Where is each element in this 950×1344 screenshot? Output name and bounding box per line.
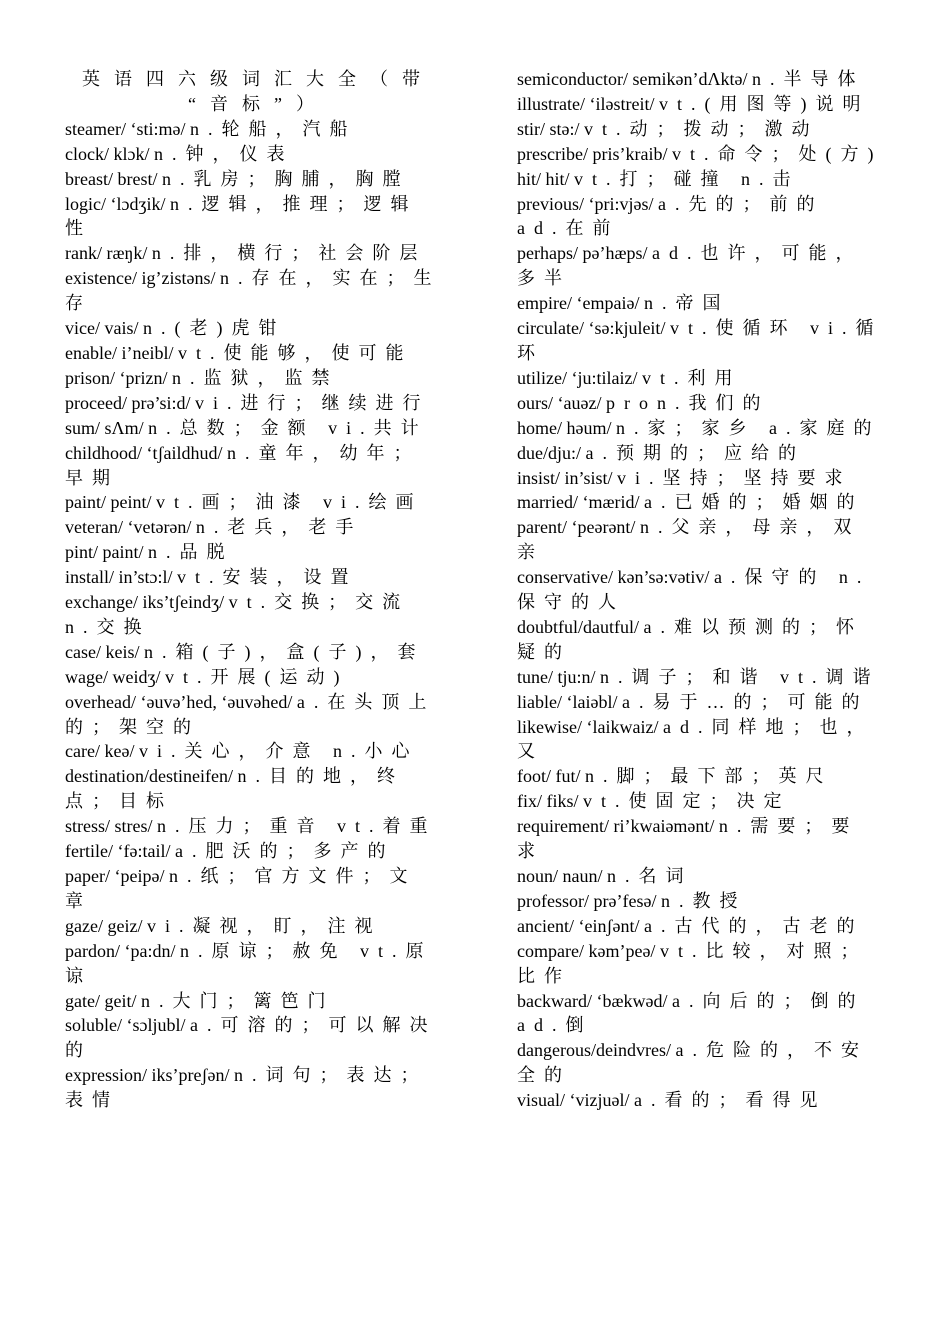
- definition: n.品脱: [148, 542, 234, 563]
- definition: n.大门；篱笆门: [140, 990, 335, 1011]
- definition: n.纸；官方文件；文章: [65, 866, 417, 911]
- definition: a.在头顶上的；架空的: [65, 691, 436, 737]
- vocab-entry: [517, 914, 885, 939]
- definition: pron.我们的: [605, 392, 770, 413]
- vocab-entry: [517, 615, 885, 665]
- definition: vt.(用图等)说明: [658, 93, 870, 114]
- definition: vi.进行；继续进行: [194, 392, 430, 413]
- vocab-entry: [65, 192, 443, 242]
- headword: prison/ ‘prizn/: [65, 367, 168, 388]
- definition: vt.画；油漆 vi.绘画: [155, 492, 423, 513]
- definition: a.向后的；倒的 ad.倒: [517, 990, 865, 1036]
- definition: a.保守的 n.保守的人: [517, 567, 871, 613]
- headword: paper/ ‘peipə/: [65, 866, 165, 886]
- headword: proceed/ prə’si:d/: [65, 392, 191, 413]
- headword: wage/ weidʒ/: [65, 666, 161, 687]
- headword: previous/ ‘pri:vjəs/: [517, 193, 654, 214]
- headword: tune/ tju:n/: [517, 666, 596, 687]
- headword: pint/ paint/: [65, 542, 144, 563]
- vocab-entry: [65, 515, 443, 540]
- headword: circulate/ ‘sə:kjuleit/: [517, 318, 666, 339]
- headword: utilize/ ‘ju:tilaiz/: [517, 367, 638, 388]
- vocab-entry: [517, 192, 885, 242]
- definition: vt.利用: [641, 367, 742, 388]
- definition: n.词句；表达；表情: [65, 1065, 428, 1111]
- left-entry-list: [65, 117, 443, 1113]
- vocab-entry: [517, 1038, 885, 1088]
- headword: logic/ ‘lɔdʒik/: [65, 193, 166, 214]
- headword: empire/ ‘empaiə/: [517, 293, 640, 314]
- vocab-entry: [517, 764, 885, 789]
- definition: vt.命令；处(方): [671, 143, 883, 164]
- headword: enable/ i’neibl/: [65, 342, 174, 363]
- definition: n.父亲，母亲，双亲: [517, 517, 861, 563]
- vocab-entry: [517, 441, 885, 466]
- left-column: [65, 67, 443, 1113]
- headword: stir/ stə:/: [517, 118, 580, 139]
- headword: expression/ iks’preʃən/: [65, 1065, 230, 1086]
- definition: n.教授: [660, 890, 747, 911]
- definition: n.监狱，监禁: [171, 367, 339, 388]
- vocab-entry: [517, 117, 885, 142]
- right-column: [517, 67, 885, 1113]
- headword: fix/ fiks/: [517, 791, 579, 812]
- definition: n.帝国: [643, 293, 730, 314]
- definition: ad.同样地；也，又: [517, 716, 874, 762]
- headword: home/ həum/: [517, 417, 612, 438]
- vocab-entry: [65, 266, 443, 316]
- vocab-entry: [65, 540, 443, 565]
- headword: vice/ vais/: [65, 318, 139, 339]
- headword: professor/ prə’fesə/: [517, 890, 657, 911]
- headword: dangerous/deindvres/: [517, 1040, 671, 1061]
- definition: a.难以预测的；怀疑的: [517, 616, 863, 662]
- vocab-entry: [65, 864, 443, 914]
- vocab-entry: [517, 241, 885, 291]
- headword: requirement/ ri’kwaiəmənt/: [517, 816, 715, 837]
- vocab-entry: [517, 665, 885, 690]
- vocab-entry: [517, 167, 885, 192]
- vocab-entry: [65, 1013, 443, 1063]
- vocab-entry: [517, 416, 885, 441]
- vocab-entry: [517, 864, 885, 889]
- vocab-entry: [65, 441, 443, 491]
- vocab-entry: [517, 889, 885, 914]
- vocab-entry: [517, 366, 885, 391]
- headword: due/dju:/: [517, 442, 581, 463]
- definition: n.箱(子)，盒(子)，套: [143, 641, 425, 662]
- definition: n.脚；最下部；英尺: [585, 766, 833, 787]
- definition: vt.比较，对照；比作: [517, 940, 868, 986]
- definition: ad.也许，可能，多半: [517, 243, 863, 289]
- definition: vt.打；碰撞 n.击: [574, 168, 800, 189]
- vocab-entry: [65, 690, 443, 740]
- vocab-entry: [517, 490, 885, 515]
- definition: n.排，横行；社会阶层: [151, 243, 427, 264]
- title-line-1: 英语四六级词汇大全（带: [82, 69, 434, 89]
- vocab-entry: [65, 590, 443, 640]
- vocab-entry: [65, 939, 443, 989]
- right-entry-list: [517, 67, 885, 1113]
- headword: gaze/ geiz/: [65, 915, 143, 936]
- headword: stress/ stres/: [65, 816, 153, 837]
- definition: vi.凝视，盯，注视: [146, 915, 382, 936]
- vocab-entry: [65, 989, 443, 1014]
- headword: exchange/ iks’tʃeindʒ/: [65, 592, 225, 613]
- headword: noun/ naun/: [517, 866, 603, 886]
- definition: n.家；家乡 a.家庭的: [615, 417, 881, 438]
- headword: soluble/ ‘sɔljubl/: [65, 1015, 186, 1036]
- definition: vt.安装，设置: [177, 567, 358, 588]
- headword: perhaps/ pə’hæps/: [517, 243, 648, 264]
- headword: childhood/ ‘tʃaildhud/: [65, 442, 223, 463]
- definition: n.压力；重音 vt.着重: [157, 816, 437, 837]
- vocab-entry: [65, 142, 443, 167]
- vocab-entry: [517, 939, 885, 989]
- definition: n.目的地，终点；目标: [65, 766, 404, 812]
- vocab-entry: [65, 316, 443, 341]
- definition: vt.使能够，使可能: [177, 342, 413, 363]
- vocab-entry: [517, 565, 885, 615]
- vocab-entry: [65, 366, 443, 391]
- headword: destination/destineifen/: [65, 766, 233, 787]
- headword: prescribe/ pris’kraib/: [517, 143, 668, 164]
- headword: gate/ geit/: [65, 990, 137, 1011]
- headword: doubtful/dautful/: [517, 616, 639, 637]
- definition: n.名词: [607, 866, 693, 886]
- headword: sum/ sΛm/: [65, 417, 144, 438]
- vocab-entry: [517, 690, 885, 715]
- definition: vi.关心，介意 n.小心: [138, 741, 419, 762]
- vocab-entry: [65, 391, 443, 416]
- definition: n.半导体: [752, 69, 865, 89]
- definition: n.调子；和谐 vt.调谐: [600, 666, 880, 687]
- definition: vt.使循环 vi.循环: [517, 318, 883, 363]
- vocab-entry: [517, 515, 885, 565]
- definition: n.总数；金额 vi.共计: [148, 417, 428, 438]
- definition: n.(老)虎钳: [142, 318, 286, 339]
- definition: vt.开展(运动): [164, 666, 349, 687]
- vocab-entry: [517, 142, 885, 167]
- definition: n.童年，幼年；早期: [65, 442, 421, 488]
- definition: a.已婚的；婚姻的: [643, 492, 864, 513]
- headword: existence/ ig’zistəns/: [65, 268, 216, 289]
- headword: fertile/ ‘fə:tail/: [65, 841, 171, 862]
- vocab-entry: [65, 764, 443, 814]
- definition: vt.交换；交流 n.交换: [65, 592, 410, 637]
- vocab-entry: [65, 490, 443, 515]
- vocab-entry: [65, 1063, 443, 1113]
- definition: n.乳房；胸脯，胸膛: [161, 168, 410, 189]
- document-title: [65, 67, 443, 117]
- vocab-entry: [65, 341, 443, 366]
- vocab-entry: [65, 416, 443, 441]
- headword: rank/ ræŋk/: [65, 243, 148, 264]
- headword: install/ in’stɔ:l/: [65, 567, 173, 588]
- vocab-entry: [517, 466, 885, 491]
- headword: steamer/ ‘sti:mə/: [65, 118, 186, 139]
- headword: clock/ klɔk/: [65, 143, 150, 164]
- vocab-entry: [65, 839, 443, 864]
- definition: n.逻辑，推理；逻辑性: [65, 193, 418, 239]
- vocab-entry: [517, 92, 885, 117]
- vocab-entry: [517, 1088, 885, 1113]
- definition: a.易于…的；可能的: [621, 691, 869, 712]
- headword: compare/ kəm’peə/: [517, 940, 656, 961]
- definition: vt.动；拨动；激动: [584, 118, 819, 139]
- headword: care/ keə/: [65, 741, 135, 762]
- headword: married/ ‘mærid/: [517, 492, 640, 513]
- definition: a.预期的；应给的: [585, 442, 805, 463]
- definition: a.肥沃的；多产的: [174, 841, 395, 862]
- headword: ancient/ ‘einʃənt/: [517, 915, 640, 936]
- headword: pardon/ ‘pa:dn/: [65, 940, 176, 961]
- title-line-2: “音标”）: [188, 93, 328, 114]
- vocab-entry: [65, 117, 443, 142]
- headword: visual/ ‘vizjuəl/: [517, 1090, 630, 1111]
- headword: likewise/ ‘laikwaiz/: [517, 716, 659, 737]
- headword: insist/ in’sist/: [517, 467, 613, 488]
- headword: paint/ peint/: [65, 492, 152, 513]
- vocab-entry: [65, 665, 443, 690]
- headword: overhead/ ‘əuvə’hed, ‘əuvəhed/: [65, 691, 293, 712]
- vocab-entry: [65, 241, 443, 266]
- definition: a.古代的，古老的: [643, 915, 864, 936]
- headword: breast/ brest/: [65, 168, 158, 189]
- headword: ours/ ‘auəz/: [517, 392, 602, 413]
- vocab-entry: [65, 814, 443, 839]
- definition: n.老兵，老手: [195, 517, 363, 538]
- definition: n.需要；要求: [517, 816, 859, 862]
- definition: n.轮船，汽船: [189, 118, 357, 139]
- vocab-entry: [65, 640, 443, 665]
- definition: vi.坚持；坚持要求: [617, 467, 852, 488]
- vocab-entry: [517, 989, 885, 1039]
- definition: a.先的；前的 ad.在前: [517, 193, 824, 239]
- headword: foot/ fut/: [517, 766, 581, 787]
- vocab-entry: [65, 914, 443, 939]
- definition: n.存在，实在；生存: [65, 268, 441, 314]
- definition: n.钟，仪表: [153, 143, 294, 164]
- definition: n.原谅；赦免 vt.原谅: [65, 940, 433, 986]
- headword: illustrate/ ‘iləstreit/: [517, 93, 655, 114]
- headword: hit/ hit/: [517, 168, 570, 189]
- vocab-entry: [65, 167, 443, 192]
- definition: a.看的；看得见: [633, 1090, 827, 1111]
- vocab-entry: [517, 316, 885, 366]
- headword: liable/ ‘laiəbl/: [517, 691, 618, 712]
- definition: vt.使固定；决定: [583, 791, 791, 812]
- vocab-entry: [517, 789, 885, 814]
- headword: parent/ ‘peərənt/: [517, 517, 636, 538]
- vocab-entry: [65, 739, 443, 764]
- headword: veteran/ ‘vetərən/: [65, 517, 192, 538]
- headword: conservative/ kən’sə:vətiv/: [517, 567, 710, 588]
- definition: a.可溶的；可以解决的: [65, 1015, 437, 1061]
- vocab-entry: [517, 715, 885, 765]
- headword: semiconductor/ semikən’dΛktə/: [517, 69, 748, 89]
- definition: a.危险的，不安全的: [517, 1040, 868, 1086]
- vocab-entry: [517, 291, 885, 316]
- vocab-entry: [65, 565, 443, 590]
- headword: backward/ ‘bækwəd/: [517, 990, 668, 1011]
- vocab-entry: [517, 814, 885, 864]
- headword: case/ keis/: [65, 641, 140, 662]
- vocab-entry: [517, 391, 885, 416]
- vocab-entry: [517, 67, 885, 92]
